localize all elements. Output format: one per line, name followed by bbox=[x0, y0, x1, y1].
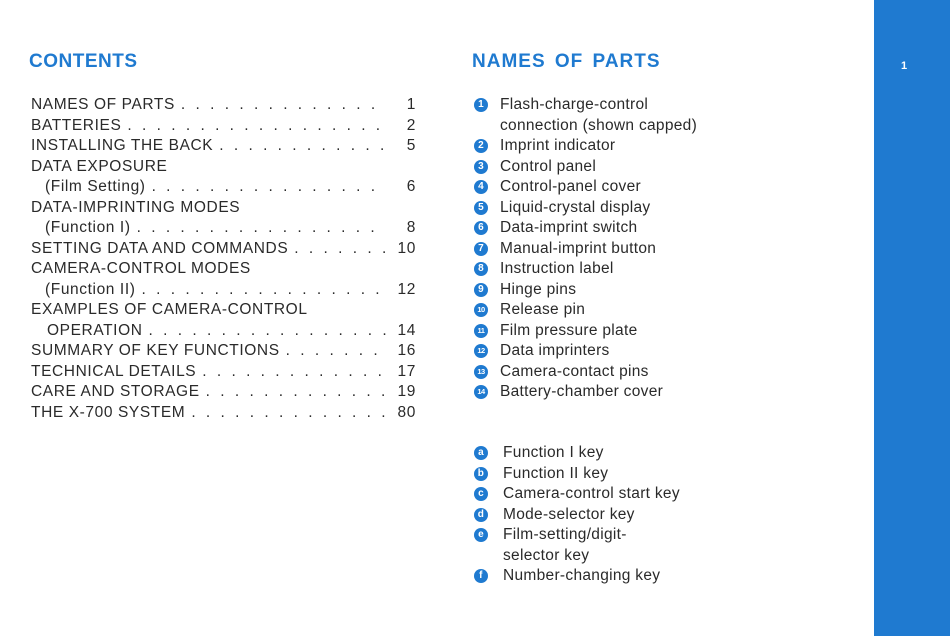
toc-entry bbox=[31, 382, 416, 403]
part-label-line: connection (shown capped) bbox=[500, 116, 698, 134]
key-item bbox=[474, 464, 680, 485]
part-label bbox=[500, 95, 697, 136]
part-number-badge: 10 bbox=[474, 303, 488, 317]
part-label-line: Control panel bbox=[500, 157, 597, 175]
part-item bbox=[474, 382, 697, 403]
part-label bbox=[500, 382, 663, 403]
part-label bbox=[500, 218, 637, 239]
part-number-badge: 5 bbox=[474, 201, 488, 215]
key-item bbox=[474, 505, 680, 526]
toc-entry-page: 80 bbox=[397, 403, 416, 421]
key-letter-badge: f bbox=[474, 569, 488, 583]
part-label-line: Release pin bbox=[500, 301, 586, 318]
part-label bbox=[500, 198, 650, 219]
toc-entry-page: 12 bbox=[397, 280, 416, 298]
toc-entry bbox=[31, 239, 416, 260]
part-label-line: Flash-charge-control bbox=[500, 96, 649, 113]
part-number-badge: 6 bbox=[474, 221, 488, 235]
part-label bbox=[500, 321, 638, 342]
key-letter-badge: c bbox=[474, 487, 488, 501]
toc-entry-title: SUMMARY OF KEY FUNCTIONS bbox=[31, 342, 280, 359]
part-number-badge: 8 bbox=[474, 262, 488, 276]
key-label-line: Camera-control start key bbox=[503, 485, 680, 502]
part-label bbox=[500, 300, 585, 321]
part-number-badge: 7 bbox=[474, 242, 488, 256]
toc-leader-dots bbox=[149, 321, 386, 342]
part-number-badge: 11 bbox=[474, 324, 488, 338]
key-label-line: Number-changing key bbox=[503, 567, 661, 584]
toc-entry-page: 10 bbox=[397, 239, 416, 257]
part-number-badge: 4 bbox=[474, 180, 488, 194]
toc-entry-page: 5 bbox=[406, 137, 416, 154]
part-label bbox=[500, 362, 649, 383]
key-letter-badge: e bbox=[474, 528, 488, 542]
key-label bbox=[503, 443, 604, 464]
part-label-line: Hinge pins bbox=[500, 280, 577, 298]
contents-heading: CONTENTS bbox=[29, 51, 138, 72]
part-number-badge: 13 bbox=[474, 365, 488, 379]
key-letter-badge: a bbox=[474, 446, 488, 460]
key-label bbox=[503, 464, 608, 485]
toc-entry bbox=[31, 300, 416, 321]
part-item bbox=[474, 362, 697, 383]
toc-entry-page: 17 bbox=[397, 362, 416, 380]
part-label-line: Manual-imprint button bbox=[500, 239, 657, 257]
key-item bbox=[474, 443, 680, 464]
side-strip bbox=[874, 0, 950, 636]
keys-list bbox=[474, 443, 680, 587]
toc-entry bbox=[31, 362, 416, 383]
key-label bbox=[503, 566, 660, 587]
part-label-line: Liquid-crystal display bbox=[500, 198, 651, 216]
part-item bbox=[474, 157, 697, 178]
toc-entry bbox=[31, 136, 416, 157]
toc-leader-dots bbox=[202, 362, 386, 383]
part-label-line: Camera-contact pins bbox=[500, 362, 649, 380]
toc-entry-title: DATA-IMPRINTING MODES bbox=[31, 198, 241, 216]
toc-entry-title: DATA EXPOSURE bbox=[31, 157, 168, 175]
part-label-line: Imprint indicator bbox=[500, 137, 616, 154]
part-label bbox=[500, 136, 615, 157]
key-label-line: Mode-selector key bbox=[503, 505, 635, 523]
part-item bbox=[474, 95, 697, 136]
key-label bbox=[503, 484, 680, 505]
toc-entry-page: 16 bbox=[397, 342, 416, 359]
part-label-line: Data imprinters bbox=[500, 342, 610, 359]
parts-heading: NAMES OF PARTS bbox=[472, 51, 661, 72]
part-item bbox=[474, 280, 697, 301]
toc-entry-title: OPERATION bbox=[47, 321, 143, 339]
part-number-badge: 12 bbox=[474, 344, 488, 358]
part-label bbox=[500, 157, 596, 178]
part-label bbox=[500, 239, 656, 260]
key-label-line: Function I key bbox=[503, 444, 604, 461]
part-label-line: Film pressure plate bbox=[500, 321, 638, 339]
toc-entry bbox=[31, 95, 416, 116]
part-label bbox=[500, 177, 641, 198]
key-item bbox=[474, 566, 680, 587]
toc-entry-title: THE X-700 SYSTEM bbox=[31, 403, 186, 421]
toc-entry bbox=[31, 157, 416, 178]
part-item bbox=[474, 239, 697, 260]
toc-entry-page: 6 bbox=[406, 178, 416, 195]
part-number-badge: 3 bbox=[474, 160, 488, 174]
key-item bbox=[474, 484, 680, 505]
toc-entry-page: 19 bbox=[397, 383, 416, 400]
toc-entry-page: 2 bbox=[406, 116, 416, 134]
part-item bbox=[474, 136, 697, 157]
part-label bbox=[500, 280, 576, 301]
toc-leader-dots bbox=[294, 239, 386, 260]
toc-entry bbox=[31, 341, 416, 362]
part-label-line: Instruction label bbox=[500, 260, 614, 277]
toc-entry-title: INSTALLING THE BACK bbox=[31, 137, 214, 154]
part-item bbox=[474, 259, 697, 280]
part-number-badge: 14 bbox=[474, 385, 488, 399]
toc-entry-title: (Function I) bbox=[45, 219, 131, 236]
toc-entry bbox=[31, 198, 416, 219]
toc-entry bbox=[31, 403, 416, 424]
toc-leader-dots bbox=[142, 280, 387, 301]
toc-entry-page: 14 bbox=[397, 321, 416, 339]
part-label-line: Control-panel cover bbox=[500, 178, 641, 195]
key-label-line: selector key bbox=[503, 546, 590, 564]
part-item bbox=[474, 218, 697, 239]
part-item bbox=[474, 198, 697, 219]
toc-leader-dots bbox=[219, 136, 386, 157]
key-label-line: Film-setting/digit- bbox=[503, 526, 627, 543]
part-item bbox=[474, 341, 697, 362]
part-label bbox=[500, 259, 614, 280]
part-label-line: Battery-chamber cover bbox=[500, 383, 664, 400]
key-label bbox=[503, 505, 635, 526]
toc-leader-dots bbox=[206, 382, 386, 403]
part-item bbox=[474, 300, 697, 321]
part-item bbox=[474, 321, 697, 342]
part-label bbox=[500, 341, 610, 362]
toc-leader-dots bbox=[127, 116, 386, 137]
part-number-badge: 2 bbox=[474, 139, 488, 153]
toc-leader-dots bbox=[181, 95, 386, 116]
contents-list bbox=[31, 95, 416, 423]
toc-entry bbox=[31, 321, 416, 342]
toc-entry-title: (Film Setting) bbox=[45, 178, 146, 195]
part-number-badge: 1 bbox=[474, 98, 488, 112]
toc-entry-title: TECHNICAL DETAILS bbox=[31, 362, 197, 380]
toc-entry-title: EXAMPLES OF CAMERA-CONTROL bbox=[31, 301, 308, 318]
key-letter-badge: d bbox=[474, 508, 488, 522]
toc-entry-title: NAMES OF PARTS bbox=[31, 96, 175, 113]
part-number-badge: 9 bbox=[474, 283, 488, 297]
toc-entry bbox=[31, 177, 416, 198]
page-number: 1 bbox=[900, 60, 908, 72]
toc-entry-title: (Function II) bbox=[45, 280, 136, 298]
toc-entry-title: CARE AND STORAGE bbox=[31, 383, 200, 400]
toc-entry-page: 1 bbox=[406, 96, 416, 113]
toc-leader-dots bbox=[191, 403, 386, 424]
toc-entry bbox=[31, 259, 416, 280]
parts-list bbox=[474, 95, 697, 403]
toc-entry bbox=[31, 280, 416, 301]
toc-entry-title: SETTING DATA AND COMMANDS bbox=[31, 239, 289, 257]
part-label-line: Data-imprint switch bbox=[500, 219, 638, 236]
toc-entry-title: BATTERIES bbox=[31, 116, 122, 134]
toc-entry bbox=[31, 116, 416, 137]
key-label bbox=[503, 525, 627, 566]
toc-entry bbox=[31, 218, 416, 239]
toc-leader-dots bbox=[286, 341, 386, 362]
toc-entry-page: 8 bbox=[406, 219, 416, 236]
toc-entry-title: CAMERA-CONTROL MODES bbox=[31, 260, 251, 277]
part-item bbox=[474, 177, 697, 198]
key-label-line: Function II key bbox=[503, 464, 609, 482]
key-item bbox=[474, 525, 680, 566]
toc-leader-dots bbox=[152, 177, 386, 198]
key-letter-badge: b bbox=[474, 467, 488, 481]
toc-leader-dots bbox=[137, 218, 386, 239]
